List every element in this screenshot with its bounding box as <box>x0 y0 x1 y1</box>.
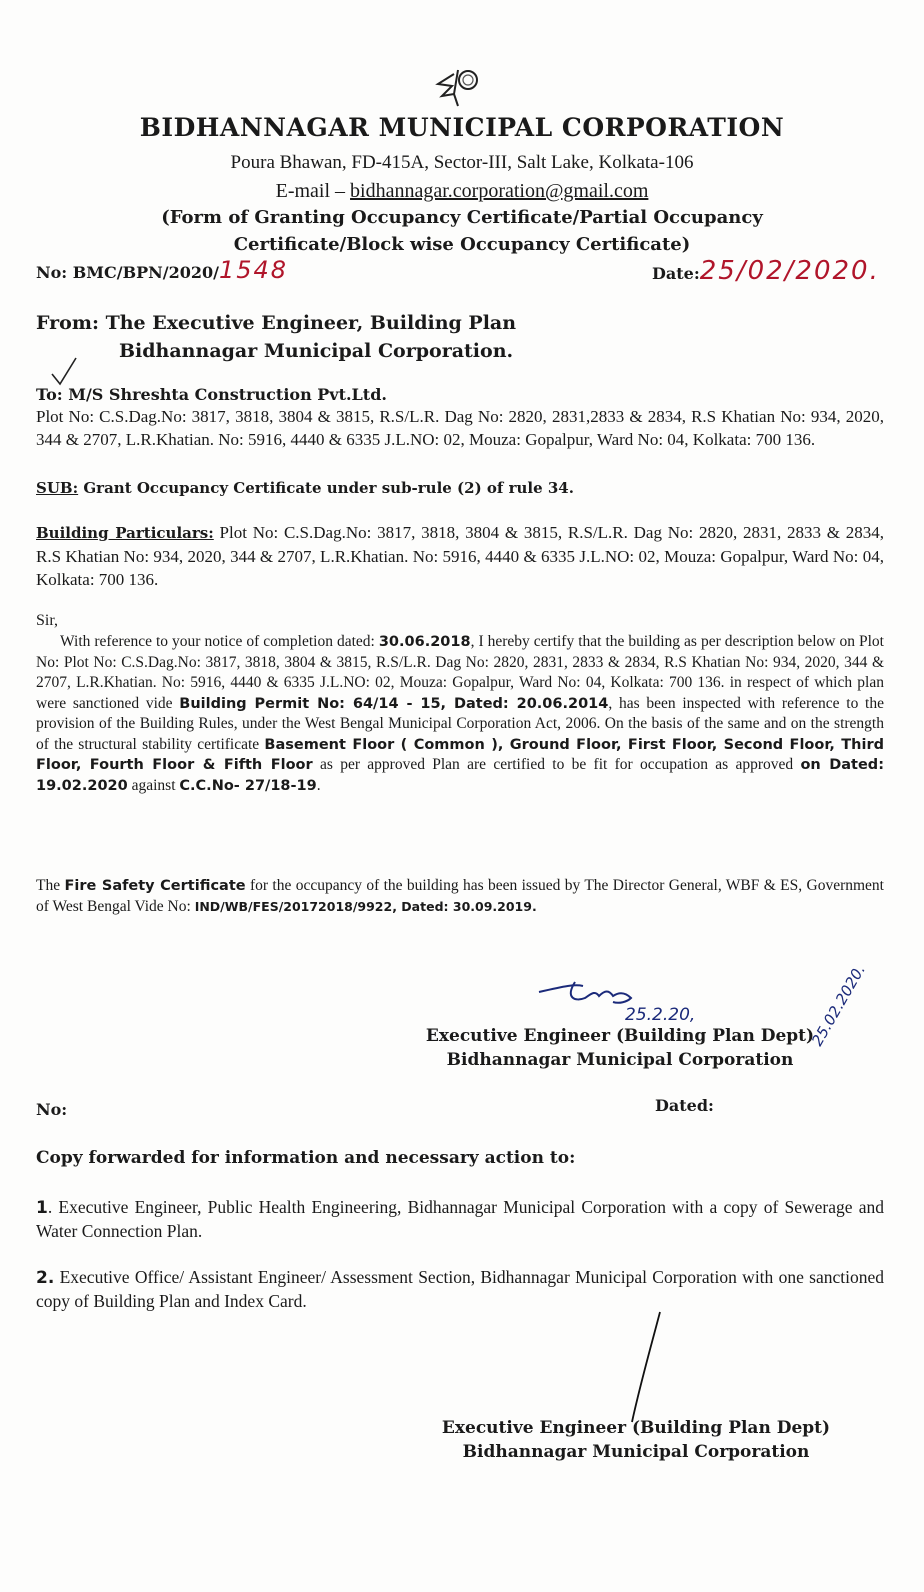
check-mark-icon <box>48 356 78 386</box>
building-particulars-label: Building Particulars: <box>36 524 214 542</box>
side-initial-date: 25.02.2020. <box>808 961 869 1049</box>
salutation: Sir, <box>36 612 59 629</box>
p1-text-c: , has been inspected with reference to the provision of the Building Rules, under the West Bengal Municipal Corporation Act, 2006. On the basis of the same and on the strength of the structural stability certificate <box>36 694 884 753</box>
signatory-block-1 <box>420 1024 820 1072</box>
p1-text-f: . <box>316 776 321 794</box>
email-label: E-mail – <box>275 180 351 202</box>
copy-item-1-text: . Executive Engineer, Public Health Engineering, Bidhannagar Municipal Corporation with a copy of Sewerage and Water Connection Plan. <box>36 1197 884 1241</box>
recipient-name: M/S Shreshta Construction Pvt.Ltd. <box>68 385 387 404</box>
signature-stroke-icon <box>620 1310 670 1425</box>
subject-label: SUB: <box>36 479 79 497</box>
copy-item-1 <box>36 1196 884 1243</box>
organization-name: BIDHANNAGAR MUNICIPAL CORPORATION <box>139 113 785 142</box>
subject-line <box>36 479 574 497</box>
email-link[interactable]: bidhannagar.corporation@gmail.com <box>350 180 649 202</box>
footer-dated-label: Dated: <box>655 1096 714 1115</box>
p2-text-a: The <box>36 877 65 894</box>
copy-item-2-text: Executive Office/ Assistant Engineer/ Assessment Section, Bidhannagar Municipal Corporation with one sanctioned copy of Building Plan and Index Card. <box>36 1267 884 1311</box>
approval-date: on Dated: 19.02.2020 <box>36 757 884 794</box>
recipient-address: Plot No: C.S.Dag.No: 3817, 3818, 3804 & 3815, R.S/L.R. Dag No: 2820, 2831,2833 & 2834, R.S Khatian No: 934, 2020, 344 & 2707, L.R.Khatian. No: 5916, 4440 & 6335 J.L.NO: 02, Mouza: Gopalpur, Ward No: 04, Kolkata: 700 136. <box>36 407 884 449</box>
signatory-org-1: Bidhannagar Municipal Corporation <box>446 1050 794 1070</box>
form-title-line2: Certificate/Block wise Occupancy Certificate) <box>233 234 691 255</box>
footer-no-label: No: <box>36 1100 68 1119</box>
cc-number: C.C.No- 27/18-19 <box>179 777 317 794</box>
to-label: To: <box>36 385 63 404</box>
reference-number-label: No: BMC/BPN/2020/ <box>36 263 219 282</box>
form-title-line1: (Form of Granting Occupancy Certificate/Partial Occupancy <box>161 207 763 228</box>
from-block <box>36 309 516 365</box>
recipient-name-line <box>36 385 387 404</box>
building-particulars <box>36 521 884 591</box>
certified-floors: Basement Floor ( Common ), Ground Floor, First Floor, Second Floor, Third Floor, Fourth Floor & Fifth Floor <box>36 736 885 773</box>
copy-item-2-number: 2. <box>36 1268 55 1288</box>
signatory-block-2 <box>440 1416 832 1464</box>
bmc-emblem-icon <box>428 60 488 110</box>
building-particulars-text: Plot No: C.S.Dag.No: 3817, 3818, 3804 & 3815, R.S/L.R. Dag No: 2820, 2831, 2833 & 2834, R.S Khatian No: 934, 2020, 344 & 2707, L.R.Khatian. No: 5916, 4440 & 6335 J.L.NO: 02, Mouza: Gopalpur, Ward No: 04, Kolkata: 700 136. <box>36 523 884 589</box>
p1-text-a: With reference to your notice of completion dated: <box>60 633 379 650</box>
p2-text-b: for the occupancy of the building has been issued by The Director General, WBF & ES, Government of West Bengal Vide No: <box>36 877 884 915</box>
copy-item-2 <box>36 1266 884 1313</box>
subject-text: Grant Occupancy Certificate under sub-rule (2) of rule 34. <box>83 479 574 497</box>
reference-number <box>36 256 288 284</box>
from-line1: From: The Executive Engineer, Building Plan <box>36 312 517 334</box>
reference-number-handwritten: 1548 <box>218 256 289 284</box>
reference-date <box>652 256 880 286</box>
from-line2: Bidhannagar Municipal Corporation. <box>119 340 514 362</box>
signatory-title-1: Executive Engineer (Building Plan Dept) <box>425 1026 815 1046</box>
copy-forwarded-header: Copy forwarded for information and necessary action to: <box>36 1148 576 1168</box>
signature-handwritten-date: 25.2.20, <box>625 1005 696 1025</box>
p1-text-d: as per approved Plan are certified to be fit for occupation as approved <box>312 756 801 773</box>
copy-item-1-number: 1 <box>36 1198 48 1218</box>
p1-text-b: , I hereby certify that the building as per description below on Plot No: Plot No: C.S.Dag.No: 3817, 3818, 3804 & 3815, R.S/L.R. Dag No: 2820, 2831, 2833 & 2834, R.S Khatian No: 934, 2020, 344 & 2707, L.R.Khatian. No: 5916, 4440 & 6335 J.L.NO: 02, Mouza: Gopalpur, Ward No: 04, Kolkata: 700 136. in respect of which plan were sanctioned vide <box>36 633 884 712</box>
building-permit: Building Permit No: 64/14 - 15, Dated: 20.06.2014 <box>179 695 609 712</box>
signatory-org-2: Bidhannagar Municipal Corporation <box>462 1442 810 1462</box>
signatory-title-2: Executive Engineer (Building Plan Dept) <box>441 1418 831 1438</box>
reference-date-label: Date: <box>652 264 700 283</box>
fire-safety-certificate: Fire Safety Certificate <box>64 878 246 894</box>
fire-safety-reference: IND/WB/FES/20172018/9922, Dated: 30.09.2019. <box>194 898 537 914</box>
completion-date: 30.06.2018 <box>378 634 471 650</box>
fire-safety-paragraph <box>36 876 884 917</box>
email-line <box>0 180 924 203</box>
organization-address: Poura Bhawan, FD-415A, Sector-III, Salt Lake, Kolkata-106 <box>230 152 694 173</box>
certification-paragraph <box>36 632 884 796</box>
p1-text-e: against <box>127 776 180 794</box>
reference-date-handwritten: 25/02/2020. <box>699 256 880 286</box>
